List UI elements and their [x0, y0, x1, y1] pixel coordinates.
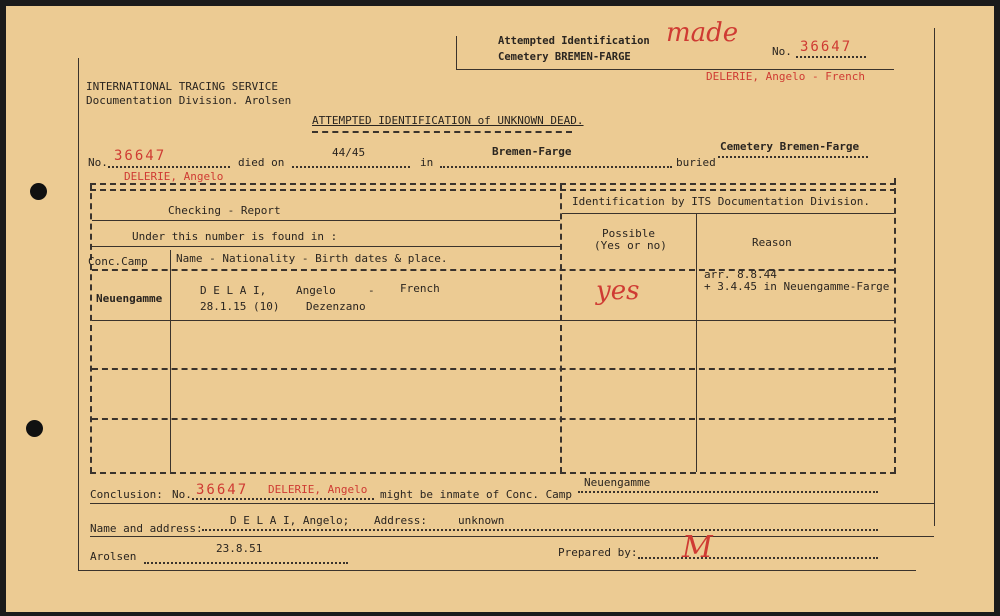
table-rule-ident [562, 213, 894, 214]
row-surname: D E L A I, [200, 284, 267, 297]
buried-place-dots [718, 156, 868, 158]
row-birth-date: 28.1.15 (10) [200, 300, 280, 313]
table-row-rule-3 [92, 418, 894, 420]
row-dash: - [368, 284, 375, 297]
table-top [90, 183, 896, 185]
header-no-label: No. [772, 45, 792, 58]
in-label: in [420, 156, 434, 169]
conclusion-camp: Neuengamme [584, 476, 651, 489]
row-birth-place: Dezenzano [306, 300, 366, 313]
right-border [934, 28, 935, 526]
name-address-label: Name and address: [90, 522, 203, 535]
footer-place: Arolsen [90, 550, 137, 563]
signature-initial: M [682, 530, 713, 565]
header-handwritten-made: made [666, 18, 739, 48]
table-rule-2 [92, 246, 560, 247]
conclusion-name-dots [192, 498, 374, 500]
row-first-name: Angelo [296, 284, 336, 297]
record-name-red: DELERIE, Angelo [124, 170, 224, 183]
table-row-rule-2 [92, 368, 894, 370]
header-cemetery-label: Cemetery BREMEN-FARGE [498, 51, 631, 63]
row-reason-1: arr. 8.8.44 [704, 268, 777, 281]
bottom-border [78, 570, 916, 571]
table-col-possible-right [696, 214, 697, 472]
row-possible-handwritten: yes [596, 276, 640, 306]
conclusion-label: Conclusion: [90, 488, 163, 501]
record-no-label: No. [88, 156, 108, 169]
table-col-camp-right [170, 250, 171, 472]
name-address-name: D E L A I, Angelo; [230, 514, 350, 527]
header-box-left [456, 36, 457, 69]
conclusion-rule [90, 503, 934, 504]
col-possible-header-1: Possible [602, 227, 655, 240]
address-value: unknown [458, 514, 505, 527]
header-number-dots [796, 56, 866, 58]
table-right [894, 178, 896, 473]
table-rule-1 [92, 220, 560, 221]
record-number: 36647 [114, 148, 167, 164]
left-border [78, 58, 79, 570]
table-left [90, 183, 92, 473]
conclusion-camp-dots [578, 491, 878, 493]
died-date: 44/45 [332, 146, 366, 159]
died-date-dots [292, 166, 410, 168]
died-on-label: died on [238, 156, 285, 169]
header-number: 36647 [800, 39, 853, 55]
name-address-dots [202, 529, 878, 531]
table-row-rule-1 [92, 320, 894, 321]
document-title: ATTEMPTED IDENTIFICATION of UNKNOWN DEAD. [312, 114, 584, 127]
table-bottom [90, 472, 896, 474]
col-reason-header: Reason [752, 236, 792, 249]
row-camp: Neuengamme [96, 292, 163, 305]
buried-place: Cemetery Bremen-Farge [720, 140, 860, 153]
document-card [6, 6, 994, 612]
footer-date: 23.8.51 [216, 542, 263, 555]
col-possible-header-2: (Yes or no) [594, 239, 667, 252]
buried-label: buried [676, 156, 716, 169]
punch-hole-bottom [26, 420, 43, 437]
name-address-rule [90, 536, 934, 537]
title-double-rule [312, 131, 572, 133]
conclusion-number: 36647 [196, 482, 249, 498]
row-reason-2: + 3.4.45 in Neuengamme-Farge [704, 280, 890, 293]
footer-place-dots [144, 562, 348, 564]
conclusion-no-label: No. [172, 488, 192, 501]
died-place: Bremen-Farge [492, 145, 572, 158]
col-camp-header: Conc.Camp [88, 255, 148, 268]
header-attempted-label: Attempted Identification [498, 35, 650, 47]
header-name-line: DELERIE, Angelo - French [706, 70, 865, 83]
prepared-by-dots [638, 557, 878, 559]
org-line2: Documentation Division. Arolsen [86, 94, 292, 107]
prepared-by-label: Prepared by: [558, 546, 638, 559]
checking-report-label: Checking - Report [168, 204, 281, 217]
under-number-label: Under this number is found in : [132, 230, 338, 243]
address-label: Address: [374, 514, 427, 527]
conclusion-name: DELERIE, Angelo [268, 483, 368, 496]
identification-header: Identification by ITS Documentation Division. [572, 195, 871, 208]
table-top-2 [90, 189, 896, 191]
conclusion-text: might be inmate of Conc. Camp [380, 488, 573, 501]
org-line1: INTERNATIONAL TRACING SERVICE [86, 80, 279, 93]
col-name-header: Name - Nationality - Birth dates & place. [176, 252, 448, 265]
died-place-dots [440, 166, 672, 168]
record-number-dots [108, 166, 230, 168]
row-nationality: French [400, 282, 440, 295]
punch-hole-top [30, 183, 47, 200]
table-split [560, 183, 562, 473]
